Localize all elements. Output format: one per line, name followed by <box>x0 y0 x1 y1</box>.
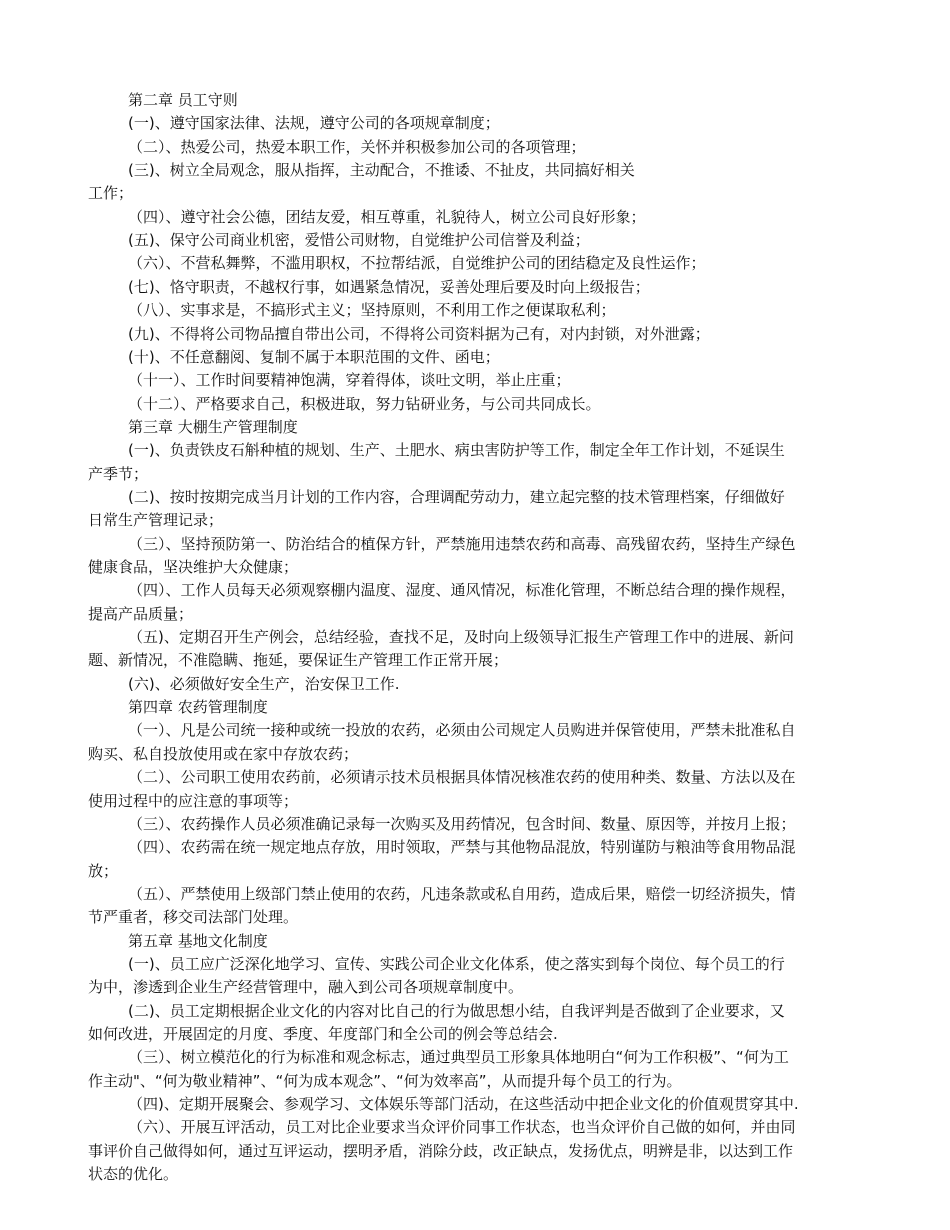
text-line: (九)、不得将公司物品擅自带出公司，不得将公司资料据为己有，对内封锁，对外泄露； <box>128 324 710 343</box>
text-line: （十一）、工作时间要精神饱满，穿着得体，谈吐文明，举止庄重； <box>128 371 571 390</box>
text-line: (十)、不任意翻阅、复制不属于本职范围的文件、函电； <box>128 347 500 366</box>
text-line: 日常生产管理记录； <box>88 511 224 530</box>
text-line: 如何改进，开展固定的月度、季度、年度部门和全公司的例会等总结会. <box>88 1025 558 1043</box>
text-line: (七)、恪守职责，不越权行事，如遇紧急情况，妥善处理后要及时向上级报告； <box>128 277 650 296</box>
text-line: 事评价自己做得如何，通过互评运动，摆明矛盾，消除分歧，改正缺点，发扬优点，明辨是非，以达到工作 <box>88 1141 794 1160</box>
text-line: （四）、农药需在统一规定地点存放，用时领取，严禁与其他物品混放，特别谨防与粮油等食用物品混 <box>128 838 796 857</box>
text-line: （六）、开展互评活动，员工对比企业要求当众评价同事工作状态，也当众评价自己做的如何，并由同 <box>128 1118 796 1137</box>
text-line: （四）、遵守社会公德，团结友爱，相互尊重，礼貌待人，树立公司良好形象； <box>128 207 646 226</box>
chapter-heading: 第五章 基地文化制度 <box>128 931 268 950</box>
text-line: 为中，渗透到企业生产经营管理中，融入到公司各项规章制度中。 <box>88 978 524 997</box>
text-line: （二）、热爱公司，热爱本职工作，关怀并积极参加公司的各项管理； <box>128 137 586 156</box>
text-line: (一)、遵守国家法律、法规，遵守公司的各项规章制度； <box>128 114 500 133</box>
chapter-heading: 第四章 农药管理制度 <box>128 698 268 717</box>
text-line: 题、新情况，不准隐瞒、拖延，要保证生产管理工作正常开展； <box>88 651 509 670</box>
text-line: 放； <box>88 861 119 880</box>
text-line: 提高产品质量； <box>88 604 194 623</box>
text-line: （一）、凡是公司统一接种或统一投放的农药，必须由公司规定人员购进并保管使用，严禁未批准私自 <box>128 721 796 740</box>
text-line: （五）、严禁使用上级部门禁止使用的农药，凡违条款或私自用药，造成后果，赔偿一切经济损失，情 <box>128 884 796 903</box>
text-line: （八）、实事求是，不搞形式主义；坚持原则，不利用工作之便谋取私利； <box>128 301 616 320</box>
text-line: （三）、树立模范化的行为标准和观念标志，通过典型员工形象具体地明白“何为工作积极”、“何为工 <box>128 1048 789 1067</box>
chapter-heading: 第三章 大棚生产管理制度 <box>128 417 298 436</box>
text-line: 作主动"、“何为敬业精神”、“何为成本观念”、“何为效率高”，从而提升每个员工的行为。 <box>88 1071 682 1090</box>
text-line: （四)、定期开展聚会、参观学习、文体娱乐等部门活动，在这些活动中把企业文化的价值观贯穿其中. <box>128 1095 799 1114</box>
text-line: 状态的优化。 <box>88 1165 179 1184</box>
text-line: 节严重者，移交司法部门处理。 <box>88 908 299 927</box>
text-line: (二)、员工定期根据企业文化的内容对比自己的行为做思想小结，自我评判是否做到了企业要求，又 <box>128 1001 785 1020</box>
text-line: (二)、按时按期完成当月计划的工作内容，合理调配劳动力，建立起完整的技术管理档案，仔细做好 <box>128 487 785 506</box>
text-line: （四）、工作人员每天必须观察棚内温度、湿度、通风情况，标准化管理，不断总结合理的操作规程， <box>128 581 796 600</box>
text-line: (五)、保守公司商业机密，爱惜公司财物，自觉维护公司信誉及利益； <box>128 231 590 250</box>
text-line: （二）、公司职工使用农药前，必须请示技术员根据具体情况核准农药的使用种类、数量、方法以及在 <box>128 768 796 787</box>
text-line: （三）、坚持预防第一、防治结合的植保方针，严禁施用违禁农药和高毒、高残留农药，坚持生产绿色 <box>128 534 796 553</box>
text-line: （六）、不营私舞弊，不滥用职权，不拉帮结派，自觉维护公司的团结稳定及良性运作； <box>128 254 706 273</box>
text-line: 产季节； <box>88 464 149 483</box>
chapter-heading: 第二章 员工守则 <box>128 91 238 109</box>
text-line: (六)、必须做好安全生产，治安保卫工作. <box>128 674 400 693</box>
text-line: 购买、私自投放使用或在家中存放农药； <box>88 744 359 763</box>
text-line: （十二）、严格要求自己，积极进取，努力钻研业务，与公司共同成长。 <box>128 394 601 413</box>
text-line: 工作； <box>88 184 134 203</box>
text-line: (一)、负责铁皮石斛种植的规划、生产、土肥水、病虫害防护等工作，制定全年工作计划，不延误生 <box>128 441 785 460</box>
text-line: (三)、树立全局观念，服从指挥，主动配合，不推诿、不扯皮，共同搞好相关 <box>128 161 635 180</box>
text-line: 健康食品，坚决维护大众健康； <box>88 558 299 576</box>
text-line: （五)、定期召开生产例会，总结经验，查找不足，及时向上级领导汇报生产管理工作中的进展、新问 <box>128 628 794 647</box>
text-line: 使用过程中的应注意的事项等； <box>88 791 299 810</box>
text-line: (一)、员工应广泛深化地学习、宣传、实践公司企业文化体系，使之落实到每个岗位、每个员工的行 <box>128 954 785 973</box>
text-line: （三）、农药操作人员必须准确记录每一次购买及用药情况，包含时间、数量、原因等，并按月上报； <box>128 814 796 833</box>
